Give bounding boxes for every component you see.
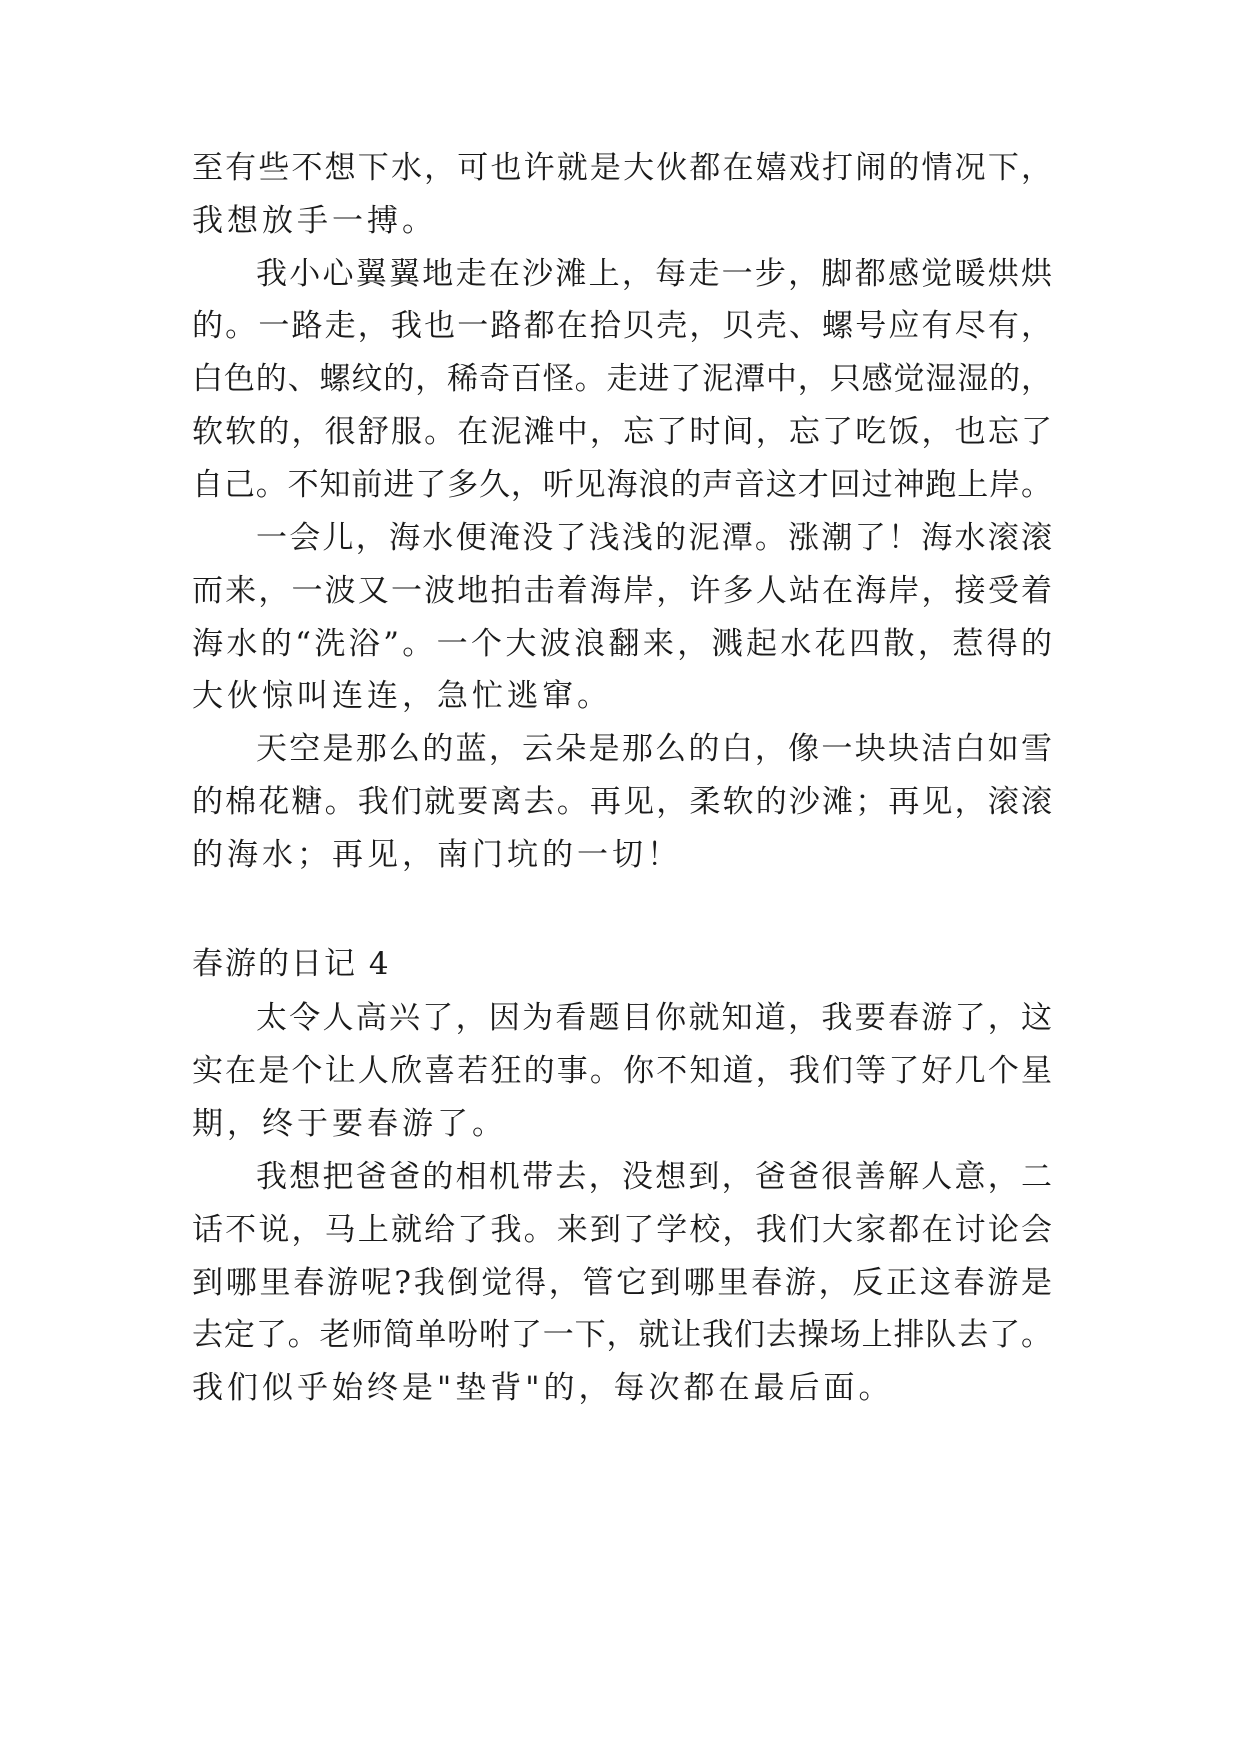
text-line: 我们似乎始终是"垫背"的，每次都在最后面。	[192, 1370, 894, 1406]
text-line: 的。一路走，我也一路都在拾贝壳，贝壳、螺号应有尽有，	[192, 308, 1052, 344]
document-page	[192, 0, 1052, 1754]
paragraph-start-line: 太令人高兴了，因为看题目你就知道，我要春游了，这	[256, 1000, 1052, 1036]
text-line: 至有些不想下水，可也许就是大伙都在嬉戏打闹的情况下，	[192, 150, 1052, 186]
text-line: 的棉花糖。我们就要离去。再见，柔软的沙滩；再见，滚滚	[192, 784, 1052, 820]
text-line: 实在是个让人欣喜若狂的事。你不知道，我们等了好几个星	[192, 1053, 1052, 1089]
text-line: 自己。不知前进了多久，听见海浪的声音这才回过神跑上岸。	[192, 467, 1052, 503]
text-line: 的海水；再见，南门坑的一切！	[192, 837, 682, 873]
paragraph-start-line: 我小心翼翼地走在沙滩上，每走一步，脚都感觉暖烘烘	[256, 256, 1052, 292]
text-line: 我想放手一搏。	[192, 203, 437, 239]
section-heading: 春游的日记 4	[192, 946, 391, 982]
text-line: 白色的、螺纹的，稀奇百怪。走进了泥潭中，只感觉湿湿的，	[192, 361, 1052, 397]
text-line: 海水的“洗浴”。一个大波浪翻来，溅起水花四散，惹得的	[192, 626, 1052, 662]
text-line: 到哪里春游呢?我倒觉得，管它到哪里春游，反正这春游是	[192, 1265, 1052, 1301]
text-line: 期，终于要春游了。	[192, 1106, 507, 1142]
paragraph-start-line: 天空是那么的蓝，云朵是那么的白，像一块块洁白如雪	[256, 731, 1052, 767]
paragraph-start-line: 一会儿，海水便淹没了浅浅的泥潭。涨潮了！海水滚滚	[256, 520, 1052, 556]
text-line: 大伙惊叫连连，急忙逃窜。	[192, 678, 612, 714]
text-line: 而来，一波又一波地拍击着海岸，许多人站在海岸，接受着	[192, 573, 1052, 609]
text-line: 话不说，马上就给了我。来到了学校，我们大家都在讨论会	[192, 1212, 1052, 1248]
text-line: 去定了。老师简单吩咐了一下，就让我们去操场上排队去了。	[192, 1317, 1052, 1353]
paragraph-start-line: 我想把爸爸的相机带去，没想到，爸爸很善解人意，二	[256, 1159, 1052, 1195]
text-line: 软软的，很舒服。在泥滩中，忘了时间，忘了吃饭，也忘了	[192, 414, 1052, 450]
